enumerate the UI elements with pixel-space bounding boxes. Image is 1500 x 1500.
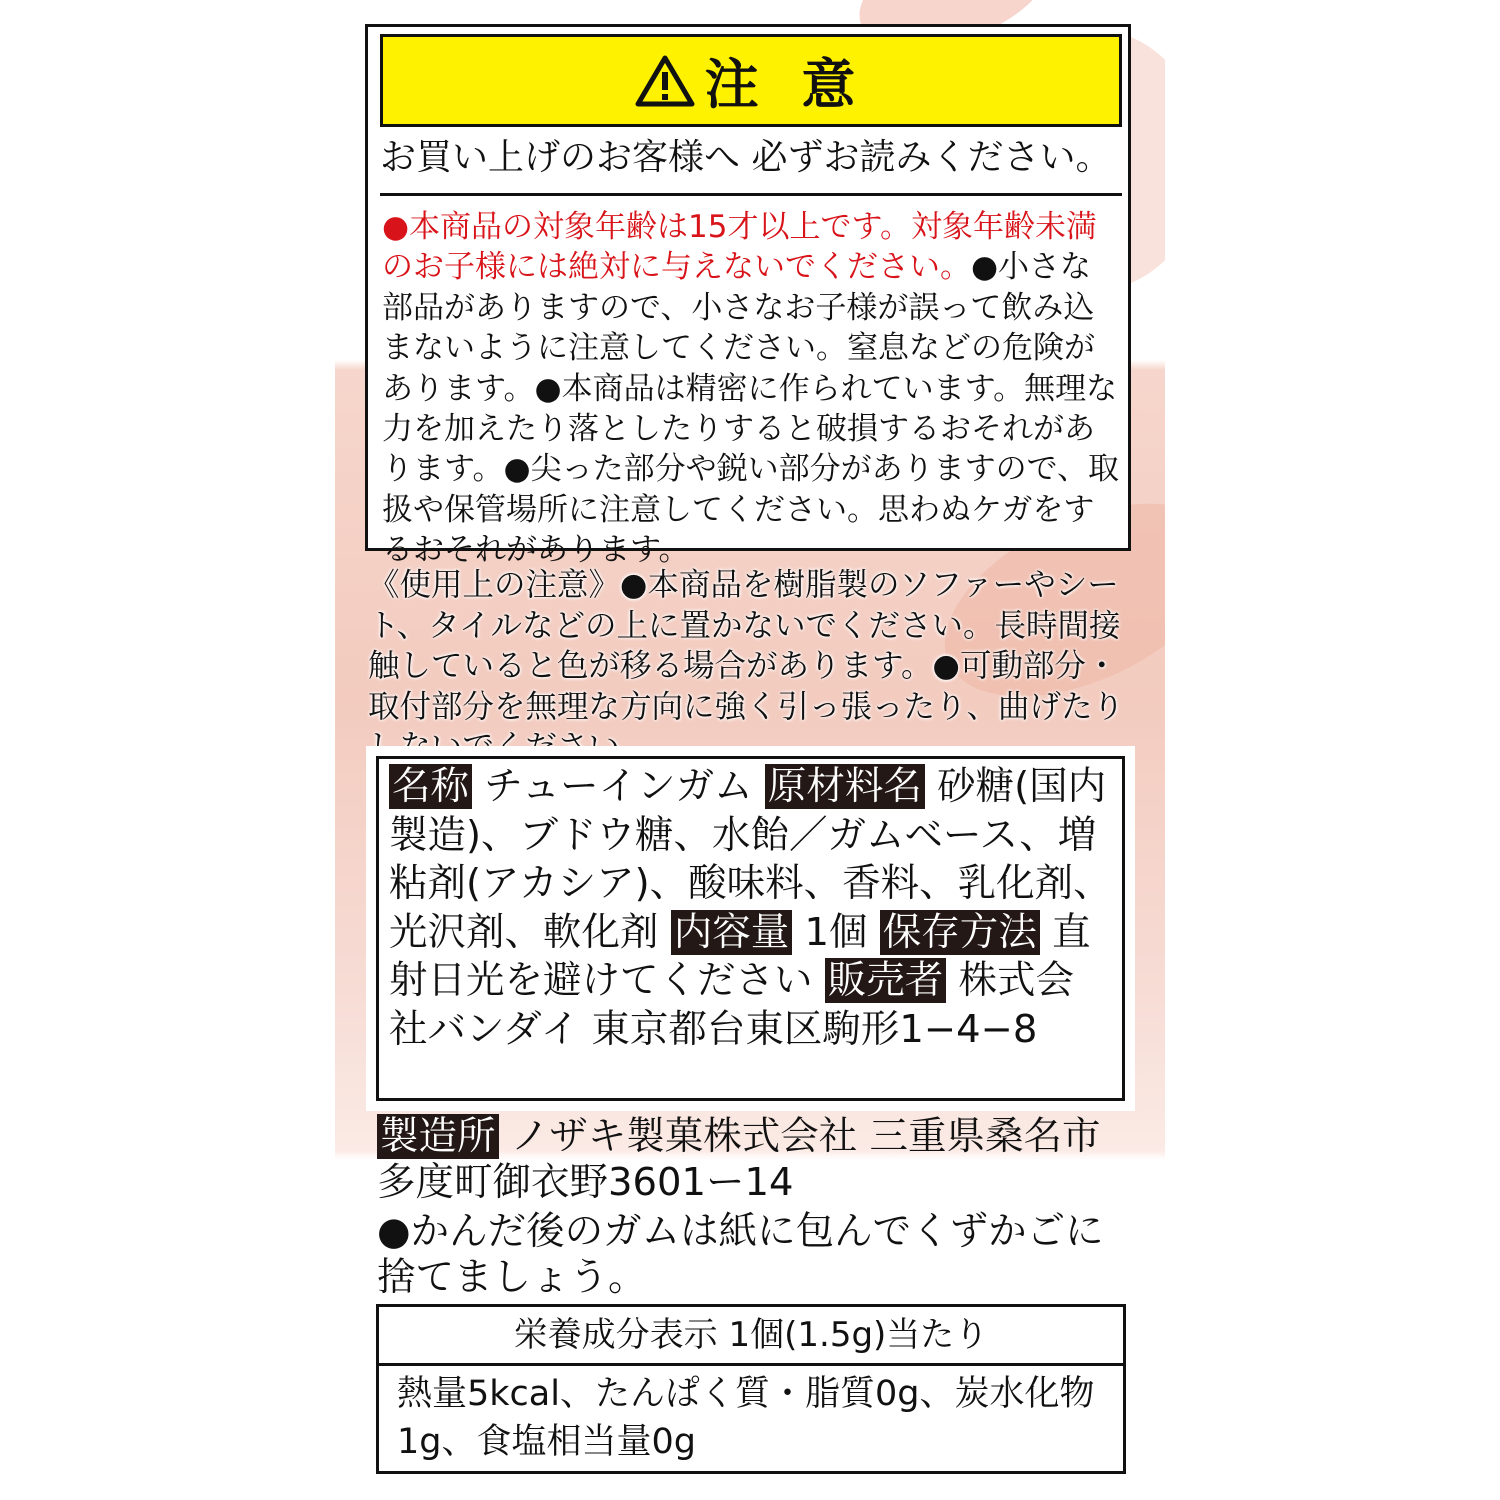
content-value: 1個	[792, 909, 880, 955]
caution-box	[365, 24, 1131, 569]
disposal-note: ●かんだ後のガムは紙に包んでくずかごに捨てましょう。	[377, 1209, 1104, 1300]
manufacturer-value: ノザキ製菓株式会社 三重県桑名市多度町御衣野3601ー14	[377, 1114, 1101, 1205]
storage-value: 直射日光を避けてください	[389, 909, 1091, 1003]
name-value: チューインガム	[472, 764, 765, 809]
caution-body	[382, 207, 1122, 571]
nutrition-table	[376, 1304, 1126, 1474]
age-warning-text: 本商品の対象年齢は15才以上です。対象年齢未満のお子様には絶対に与えないでください。	[382, 209, 1098, 286]
ingredients-box	[376, 756, 1125, 1101]
seller-value: 株式会社バンダイ 東京都台東区駒形1−4−8	[389, 958, 1075, 1052]
red-bullet: ●	[382, 209, 410, 245]
warning-triangle-icon	[635, 55, 695, 107]
manufacturer-label: 製造所	[377, 1114, 499, 1159]
nutrition-header: 栄養成分表示 1個(1.5g)当たり	[379, 1307, 1123, 1366]
caution-body-text: ●小さな部品がありますので、小さなお子様が誤って飲み込まないように注意してください。窒息などの危険があります。●本商品は精密に作られています。無理な力を加えたり落としたりすると破損するおそれがあります。●尖った部分や鋭い部分がありますので、取扱や保管場所に注意してください。思わぬケガをするおそれがあります。	[382, 249, 1119, 569]
name-label: 名称	[389, 764, 472, 809]
caution-subtitle: お買い上げのお客様へ 必ずお読みください。	[380, 133, 1122, 196]
caution-title: 注 意	[704, 53, 868, 116]
storage-label: 保存方法	[880, 910, 1040, 955]
nutrition-body: 熱量5kcal、たんぱく質・脂質0g、炭水化物1g、食塩相当量0g	[397, 1374, 1095, 1462]
ingredients-panel	[366, 746, 1135, 1111]
usage-notes: 《使用上の注意》●本商品を樹脂製のソファーやシート、タイルなどの上に置かないでください。長時間接触していると色が移る場合があります。●可動部分・取付部分を無理な方向に強く引っ張ったり、曲げたり	[368, 567, 1125, 725]
caution-header	[380, 34, 1122, 127]
materials-value: 砂糖(国内製造)、ブドウ糖、水飴／ガムベース、増粘剤(アカシア)、酸味料、香料、乳化剤、光沢剤、軟化剤	[389, 764, 1112, 955]
manufacturer-info	[377, 1114, 1137, 1206]
content-label: 内容量	[671, 910, 793, 955]
materials-label: 原材料名	[765, 764, 925, 809]
seller-label: 販売者	[825, 958, 947, 1003]
